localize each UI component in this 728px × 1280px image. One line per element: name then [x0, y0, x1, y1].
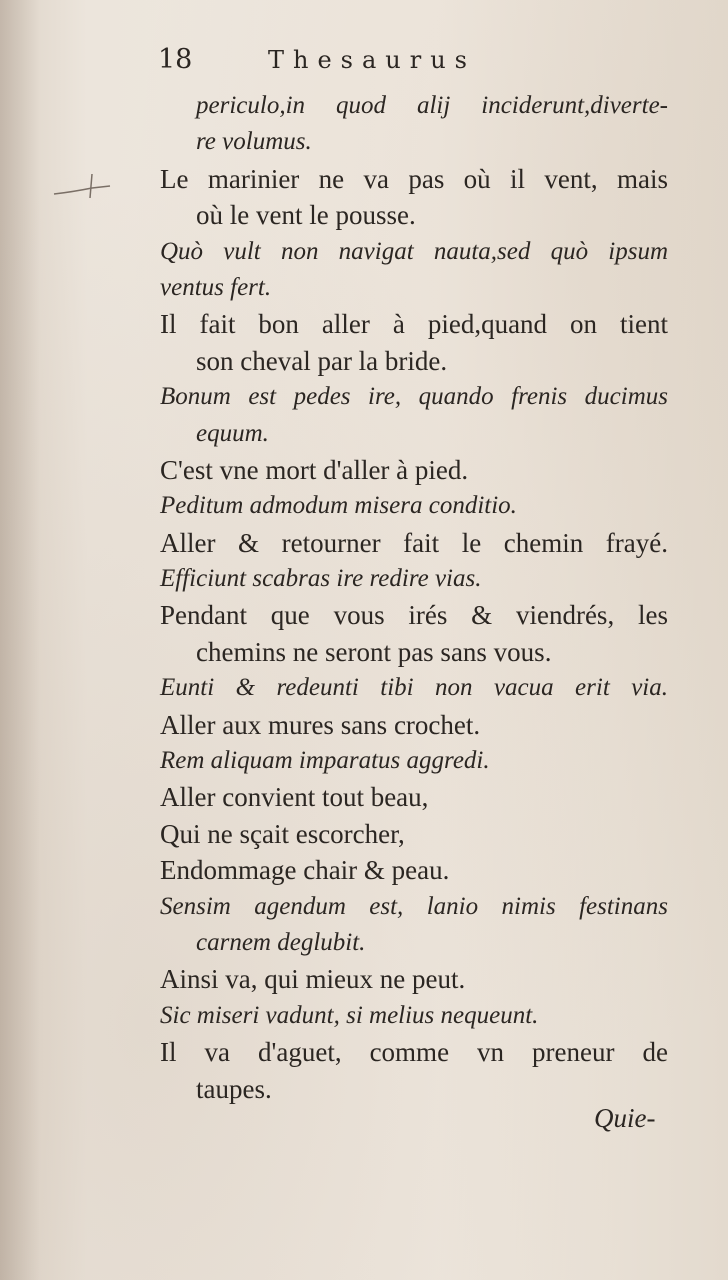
- latin-line: equum.: [196, 419, 269, 447]
- french-line: Aller aux mures sans crochet.: [160, 709, 481, 740]
- latin-line: Peditum admodum misera conditio.: [160, 492, 517, 520]
- french-line: Aller & retourner fait le chemin frayé.: [160, 527, 668, 558]
- latin-line: Eunti & redeunti tibi non vacua erit via.: [160, 674, 668, 702]
- pen-mark: [52, 168, 112, 208]
- running-title: Thesaurus: [268, 46, 476, 74]
- french-line: où le vent le pousse.: [196, 200, 416, 231]
- french-line: Le marinier ne va pas où il vent, mais: [160, 163, 668, 194]
- latin-line: carnem deglubit.: [196, 928, 366, 956]
- latin-line: re volumus.: [196, 128, 312, 156]
- spine-shadow: [0, 0, 40, 1280]
- french-line: Ainsi va, qui mieux ne peut.: [160, 964, 466, 995]
- text-body: [160, 88, 680, 1107]
- page-header: [158, 40, 588, 80]
- latin-line: Bonum est pedes ire, quando frenis ducimus: [160, 383, 668, 411]
- latin-line: ventus fert.: [160, 273, 272, 301]
- french-line: Pendant que vous irés & viendrés, les: [160, 600, 668, 631]
- latin-line: Rem aliquam imparatus aggredi.: [160, 747, 490, 775]
- french-line: C'est vne mort d'aller à pied.: [160, 454, 469, 485]
- french-line: Endommage chair & peau.: [160, 855, 450, 886]
- page-number: 18: [158, 44, 193, 75]
- french-line: Aller convient tout beau,: [160, 782, 429, 813]
- latin-line: Quò vult non navigat nauta,sed quò ipsum: [160, 237, 668, 265]
- catchword: Quie-: [594, 1103, 656, 1133]
- french-line: Il va d'aguet, comme vn preneur de: [160, 1037, 668, 1068]
- french-line: Qui ne sçait escorcher,: [160, 818, 405, 849]
- french-line: taupes.: [196, 1073, 272, 1104]
- french-line: chemins ne seront pas sans vous.: [196, 636, 552, 667]
- latin-line: Sic miseri vadunt, si melius nequeunt.: [160, 1001, 539, 1029]
- latin-line: Efficiunt scabras ire redire vias.: [160, 565, 482, 593]
- latin-line: Sensim agendum est, lanio nimis festinans: [160, 892, 668, 920]
- latin-line: periculo,in quod alij inciderunt,diverte-: [196, 92, 668, 119]
- french-line: son cheval par la bride.: [196, 345, 448, 376]
- french-line: Il fait bon aller à pied,quand on tient: [160, 309, 668, 340]
